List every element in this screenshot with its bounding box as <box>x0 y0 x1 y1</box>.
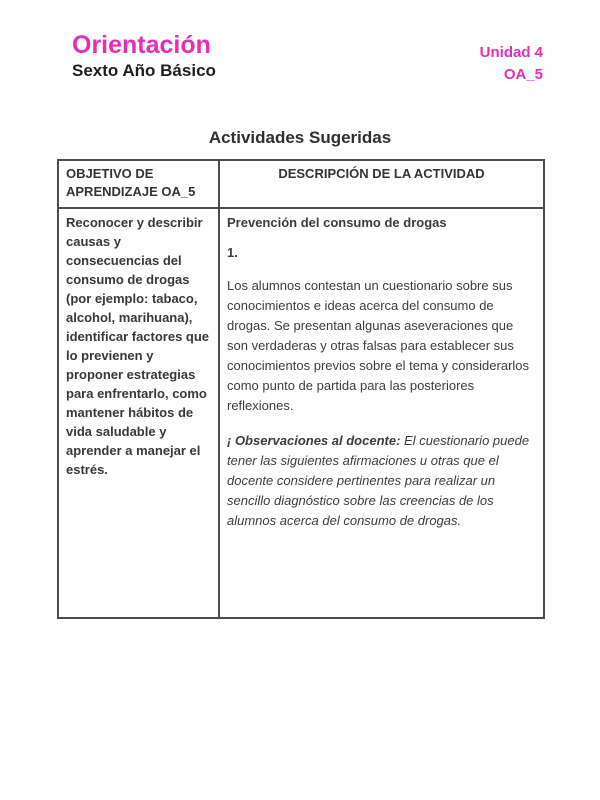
description-column-header: DESCRIPCIÓN DE LA ACTIVIDAD <box>219 160 544 208</box>
header-left <box>72 32 216 81</box>
page-title: Actividades Sugeridas <box>208 127 392 147</box>
table-header-row <box>58 160 544 208</box>
teacher-note <box>227 431 536 531</box>
header-right <box>480 32 543 86</box>
activities-table <box>57 159 545 619</box>
activity-heading: Prevención del consumo de drogas <box>227 215 447 230</box>
grade-subtitle: Sexto Año Básico <box>72 60 216 80</box>
description-cell <box>219 208 544 618</box>
page-header <box>0 0 600 86</box>
objective-column-header: OBJETIVO DE APRENDIZAJE OA_5 <box>58 160 219 208</box>
teacher-note-label: ¡ Observaciones al docente: <box>227 433 401 448</box>
objective-cell: Reconocer y describir causas y consecuencias del consumo de drogas (por ejemplo: tabaco, alcohol, marihuana), identificar factores que lo previenen y proponer estrategias para enfrentarlo, como mantener hábitos de vida saludable y aprender a manejar el estrés. <box>58 208 219 618</box>
unit-label: Unidad 4 <box>479 44 543 61</box>
subject-title: Orientación <box>72 31 211 59</box>
table-body-row <box>58 208 544 618</box>
teacher-note-text: El cuestionario puede tener las siguientes afirmaciones u otras que el docente considere pertinentes para realizar un sencillo diagnóstico sobre las creencias de los alumnos acerca del consumo de drogas. <box>227 433 530 528</box>
activity-number: 1. <box>227 245 238 260</box>
activity-body-text: Los alumnos contestan un cuestionario sobre sus conocimientos e ideas acerca del consumo de drogas. Se presentan algunas aseveraciones que son verdaderas y otras falsas para establecer sus conocimientos previos sobre el tema y considerarlos como punto de partida para las posteriores reflexiones. <box>227 278 530 413</box>
oa-code-label: OA_5 <box>503 65 543 83</box>
